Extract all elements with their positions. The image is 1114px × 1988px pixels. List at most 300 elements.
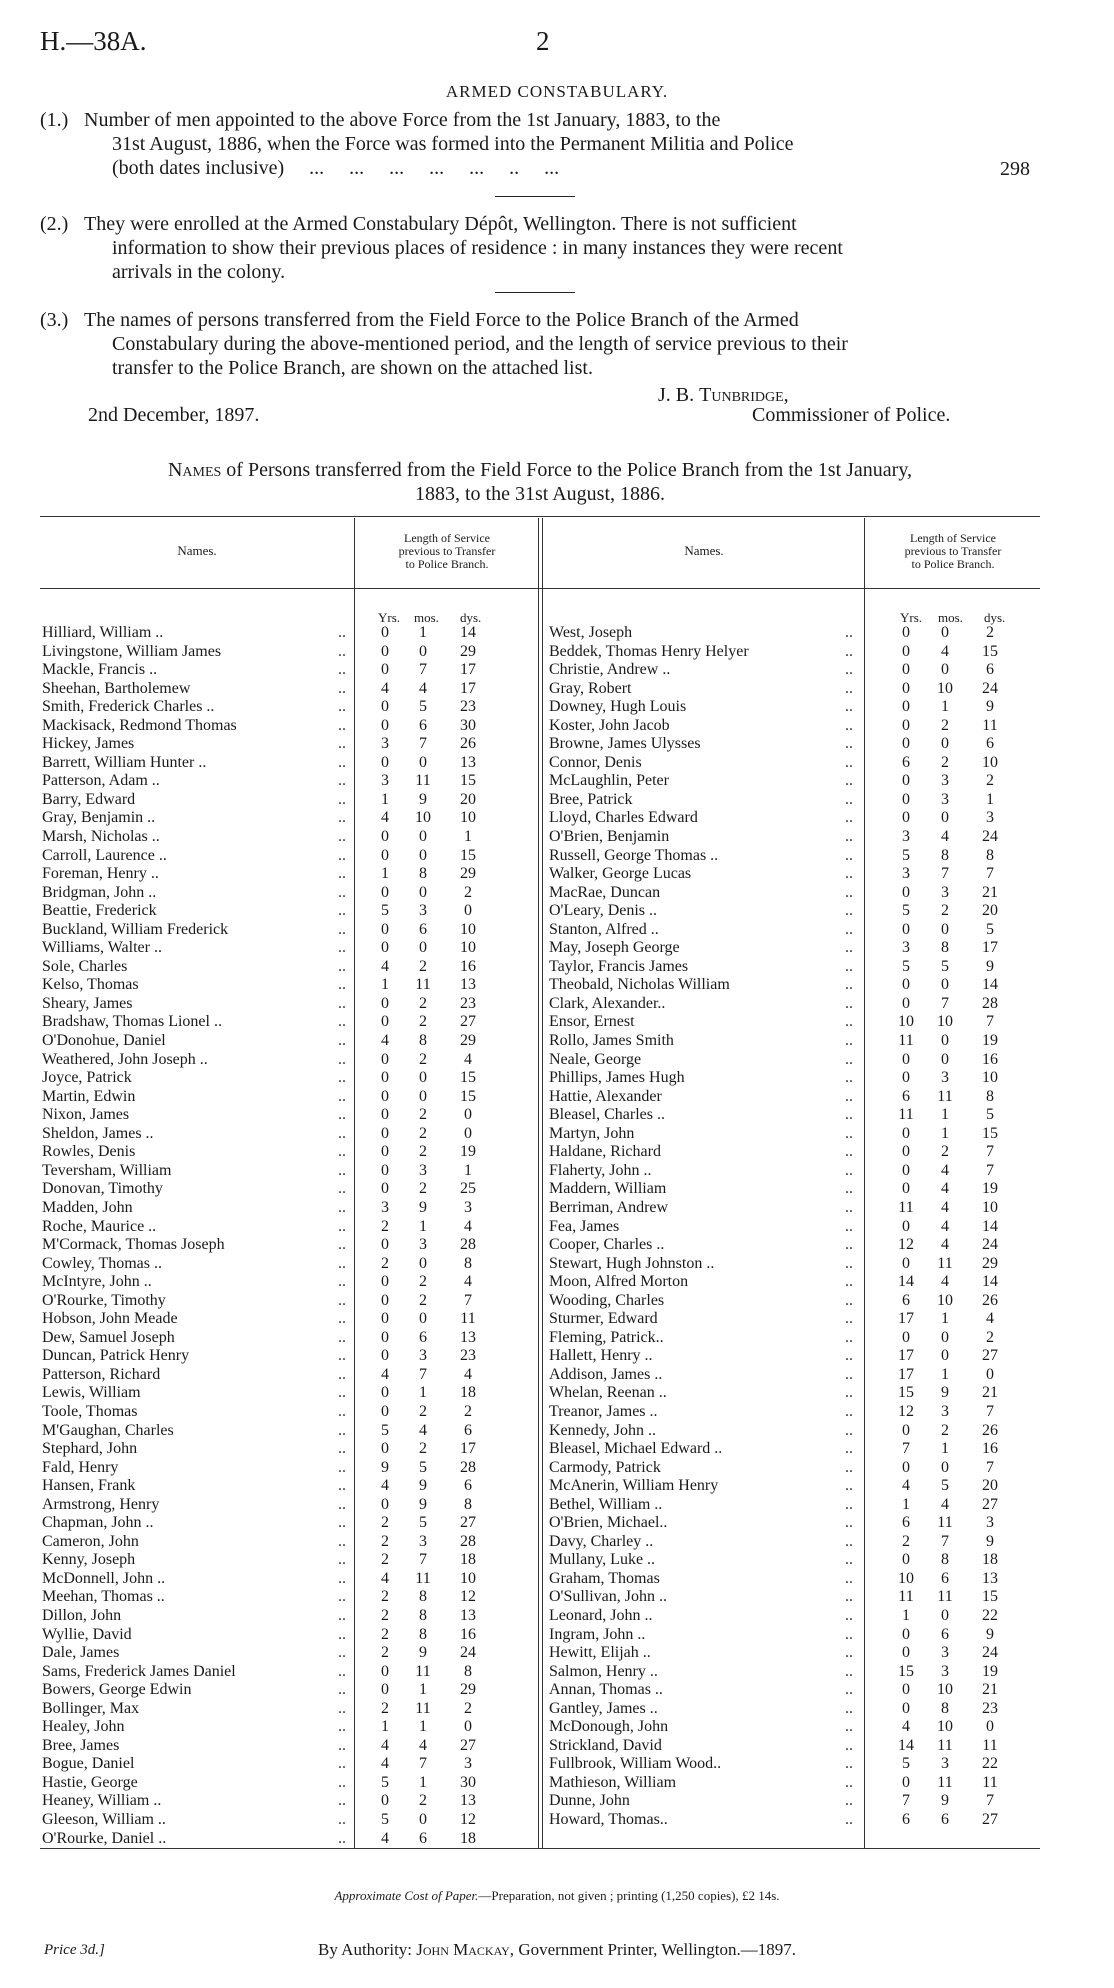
person-name: M'Gaughan, Charles bbox=[42, 1421, 174, 1439]
service-years: 0 bbox=[902, 809, 910, 827]
service-years: 0 bbox=[902, 1050, 910, 1068]
table-row bbox=[549, 976, 1039, 995]
service-years: 6 bbox=[902, 753, 910, 771]
leader-dots: .. bbox=[845, 1440, 853, 1458]
table-row bbox=[549, 1570, 1039, 1589]
person-name: Phillips, James Hugh bbox=[549, 1069, 685, 1087]
service-days: 18 bbox=[460, 1551, 476, 1569]
authority-rest: Government Printer, Wellington.—1897. bbox=[514, 1940, 796, 1959]
service-days: 19 bbox=[982, 1032, 998, 1050]
service-days: 6 bbox=[986, 661, 994, 679]
service-days: 6 bbox=[986, 735, 994, 753]
service-years: 12 bbox=[898, 1236, 914, 1254]
person-name: Livingstone, William James bbox=[42, 642, 222, 660]
leader-dots: .. bbox=[338, 716, 346, 734]
service-days: 13 bbox=[460, 1606, 476, 1624]
leader-dots: .. bbox=[845, 1606, 853, 1624]
service-years: 0 bbox=[902, 976, 910, 994]
table-row bbox=[42, 1366, 536, 1385]
person-name: Kelso, Thomas bbox=[42, 976, 139, 994]
service-days: 7 bbox=[986, 1458, 994, 1476]
service-years: 0 bbox=[381, 920, 389, 938]
person-name: Carmody, Patrick bbox=[549, 1458, 661, 1476]
leader-dots: .. bbox=[338, 1811, 346, 1828]
service-years: 0 bbox=[381, 624, 389, 641]
table-row bbox=[549, 1737, 1039, 1756]
person-name: Taylor, Francis James bbox=[549, 957, 689, 975]
service-days: 0 bbox=[986, 1718, 994, 1736]
service-years: 0 bbox=[902, 1551, 910, 1569]
leader-dots: .. bbox=[845, 1477, 853, 1495]
header-service-left-l3: to Police Branch. bbox=[405, 557, 489, 571]
service-months: 10 bbox=[415, 809, 431, 827]
person-name: Healey, John bbox=[42, 1718, 125, 1736]
service-days: 26 bbox=[460, 735, 476, 753]
table-row bbox=[549, 865, 1039, 884]
service-months: 5 bbox=[419, 1514, 427, 1532]
service-years: 10 bbox=[898, 1013, 914, 1031]
document-title: ARMED CONSTABULARY. bbox=[445, 82, 669, 101]
table-row bbox=[42, 1180, 536, 1199]
person-name: Foreman, Henry .. bbox=[42, 865, 159, 883]
table-row bbox=[42, 809, 536, 828]
leader-dots: .. bbox=[338, 1328, 346, 1346]
paragraph-1-line-3: (both dates inclusive) ... ... ... ... ... .. ... bbox=[112, 157, 560, 179]
leader-dots: .. bbox=[338, 865, 346, 883]
service-months: 2 bbox=[941, 902, 949, 920]
leader-dots: .. bbox=[338, 1551, 346, 1569]
service-months: 11 bbox=[415, 1569, 431, 1587]
leader-dots: .. bbox=[845, 1291, 853, 1309]
service-days: 23 bbox=[460, 698, 476, 716]
service-months: 4 bbox=[941, 1217, 949, 1235]
person-name: Christie, Andrew .. bbox=[549, 661, 671, 679]
person-name: O'Brien, Michael.. bbox=[549, 1514, 668, 1532]
service-days: 15 bbox=[982, 1588, 998, 1606]
service-years: 2 bbox=[381, 1254, 389, 1272]
person-name: Lewis, William bbox=[42, 1384, 141, 1402]
service-days: 9 bbox=[986, 1625, 994, 1643]
table-row bbox=[42, 1403, 536, 1422]
leader-dots: .. bbox=[338, 994, 346, 1012]
left-column-rows bbox=[42, 624, 536, 1848]
service-months: 9 bbox=[941, 1384, 949, 1402]
table-row bbox=[549, 958, 1039, 977]
service-days: 20 bbox=[982, 902, 998, 920]
table-title bbox=[40, 458, 1040, 506]
table-row bbox=[42, 1496, 536, 1515]
leader-dots: .. bbox=[845, 883, 853, 901]
leader-dots: .. bbox=[338, 1161, 346, 1179]
paragraph-3-line-3: transfer to the Police Branch, are shown on the attached list. bbox=[112, 357, 593, 379]
service-days: 27 bbox=[982, 1347, 998, 1365]
service-months: 0 bbox=[941, 1032, 949, 1050]
table-row bbox=[42, 680, 536, 699]
service-years: 3 bbox=[902, 939, 910, 957]
leader-dots: .. bbox=[338, 1477, 346, 1495]
service-years: 1 bbox=[381, 790, 389, 808]
table-row bbox=[42, 1069, 536, 1088]
service-days: 7 bbox=[986, 865, 994, 883]
table-row bbox=[42, 1588, 536, 1607]
service-years: 0 bbox=[902, 1180, 910, 1198]
service-months: 2 bbox=[941, 1421, 949, 1439]
table-row bbox=[42, 865, 536, 884]
leader-dots: .. bbox=[845, 939, 853, 957]
table-row bbox=[42, 976, 536, 995]
service-years: 2 bbox=[381, 1644, 389, 1662]
leader-dots: .. bbox=[338, 1310, 346, 1328]
table-row bbox=[42, 1292, 536, 1311]
table-row bbox=[549, 995, 1039, 1014]
leader-dots: .. bbox=[338, 1032, 346, 1050]
leader-dots: .. bbox=[845, 624, 853, 641]
leader-dots: .. bbox=[338, 753, 346, 771]
service-months: 3 bbox=[419, 1347, 427, 1365]
table-row bbox=[42, 1737, 536, 1756]
service-months: 8 bbox=[419, 1588, 427, 1606]
table-row bbox=[549, 939, 1039, 958]
person-name: Wyllie, David bbox=[42, 1625, 132, 1643]
service-months: 3 bbox=[419, 902, 427, 920]
service-years: 0 bbox=[381, 1681, 389, 1699]
leader-dots: .. bbox=[845, 1699, 853, 1717]
service-months: 3 bbox=[419, 1532, 427, 1550]
service-months: 1 bbox=[419, 624, 427, 641]
service-months: 2 bbox=[419, 994, 427, 1012]
service-days: 7 bbox=[986, 1143, 994, 1161]
service-months: 9 bbox=[419, 1495, 427, 1513]
person-name: Bleasel, Charles .. bbox=[549, 1106, 665, 1124]
leader-dots: .. bbox=[845, 994, 853, 1012]
person-name: Bollinger, Max bbox=[42, 1699, 140, 1717]
service-years: 0 bbox=[902, 790, 910, 808]
table-row bbox=[42, 717, 536, 736]
person-name: Sole, Charles bbox=[42, 957, 128, 975]
unit-mos-right: mos. bbox=[938, 610, 963, 625]
service-days: 27 bbox=[460, 1514, 476, 1532]
service-years: 0 bbox=[902, 883, 910, 901]
service-years: 0 bbox=[381, 1662, 389, 1680]
service-months: 1 bbox=[941, 1310, 949, 1328]
person-name: M'Cormack, Thomas Joseph bbox=[42, 1236, 225, 1254]
service-days: 29 bbox=[460, 642, 476, 660]
service-years: 0 bbox=[381, 698, 389, 716]
leader-dots: .. bbox=[845, 865, 853, 883]
table-row bbox=[549, 1644, 1039, 1663]
service-days: 8 bbox=[986, 1087, 994, 1105]
service-days: 13 bbox=[982, 1569, 998, 1587]
person-name: Gray, Robert bbox=[549, 679, 632, 697]
service-days: 12 bbox=[460, 1588, 476, 1606]
person-name: Koster, John Jacob bbox=[549, 716, 670, 734]
service-years: 0 bbox=[381, 753, 389, 771]
service-years: 12 bbox=[898, 1402, 914, 1420]
service-years: 0 bbox=[381, 1291, 389, 1309]
table-row bbox=[42, 939, 536, 958]
service-days: 21 bbox=[982, 1384, 998, 1402]
service-days: 3 bbox=[986, 1514, 994, 1532]
service-days: 19 bbox=[982, 1662, 998, 1680]
table-row bbox=[549, 1125, 1039, 1144]
service-years: 2 bbox=[381, 1514, 389, 1532]
leader-dots: .. bbox=[845, 698, 853, 716]
service-years: 4 bbox=[381, 1365, 389, 1383]
service-months: 3 bbox=[941, 772, 949, 790]
person-name: Hobson, John Meade bbox=[42, 1310, 178, 1328]
service-months: 10 bbox=[937, 679, 953, 697]
leader-dots: .. bbox=[338, 1606, 346, 1624]
service-months: 0 bbox=[419, 1254, 427, 1272]
leader-dots: .. bbox=[845, 809, 853, 827]
person-name: Hallett, Henry .. bbox=[549, 1347, 653, 1365]
service-months: 5 bbox=[941, 957, 949, 975]
leader-dots: .. bbox=[338, 1514, 346, 1532]
leader-dots: .. bbox=[845, 1087, 853, 1105]
paragraph-3-line-2: Constabulary during the above-mentioned period, and the length of service previous to their bbox=[112, 333, 848, 355]
service-years: 3 bbox=[381, 772, 389, 790]
service-months: 11 bbox=[937, 1514, 953, 1532]
service-days: 15 bbox=[460, 1087, 476, 1105]
header-names-left: Names. bbox=[177, 543, 217, 558]
service-days: 2 bbox=[986, 772, 994, 790]
person-name: Duncan, Patrick Henry bbox=[42, 1347, 190, 1365]
service-years: 0 bbox=[381, 1310, 389, 1328]
service-months: 11 bbox=[937, 1254, 953, 1272]
service-months: 2 bbox=[419, 1106, 427, 1124]
service-years: 0 bbox=[381, 1124, 389, 1142]
table-row bbox=[549, 1143, 1039, 1162]
leader-dots: .. bbox=[845, 1421, 853, 1439]
person-name: Addison, James .. bbox=[549, 1365, 663, 1383]
paragraph-2 bbox=[40, 212, 1040, 284]
leader-dots: .. bbox=[845, 679, 853, 697]
service-years: 5 bbox=[902, 1755, 910, 1773]
leader-dots: .. bbox=[845, 1792, 853, 1810]
service-days: 13 bbox=[460, 1792, 476, 1810]
service-days: 28 bbox=[460, 1458, 476, 1476]
table-row bbox=[42, 828, 536, 847]
service-years: 0 bbox=[902, 994, 910, 1012]
table-row bbox=[42, 1570, 536, 1589]
service-months: 1 bbox=[941, 1106, 949, 1124]
service-years: 7 bbox=[902, 1440, 910, 1458]
divider-2 bbox=[495, 292, 575, 293]
table-row bbox=[42, 1051, 536, 1070]
service-days: 17 bbox=[460, 661, 476, 679]
service-months: 2 bbox=[941, 1143, 949, 1161]
person-name: McIntyre, John .. bbox=[42, 1273, 152, 1291]
person-name: Haldane, Richard bbox=[549, 1143, 661, 1161]
table-row bbox=[549, 1106, 1039, 1125]
service-years: 2 bbox=[381, 1532, 389, 1550]
person-name: Sheehan, Bartholemew bbox=[42, 679, 191, 697]
service-months: 8 bbox=[419, 1032, 427, 1050]
table-row bbox=[42, 1792, 536, 1811]
person-name: Martin, Edwin bbox=[42, 1087, 136, 1105]
person-name: Patterson, Richard bbox=[42, 1365, 161, 1383]
service-years: 11 bbox=[898, 1106, 914, 1124]
leader-dots: .. bbox=[845, 1569, 853, 1587]
service-days: 18 bbox=[460, 1829, 476, 1847]
service-months: 0 bbox=[419, 1811, 427, 1828]
leader-dots: .. bbox=[845, 846, 853, 864]
service-days: 25 bbox=[460, 1180, 476, 1198]
leader-dots: .. bbox=[338, 1180, 346, 1198]
leader-dots: .. bbox=[845, 772, 853, 790]
leader-dots: .. bbox=[338, 1273, 346, 1291]
service-years: 5 bbox=[902, 902, 910, 920]
service-months: 6 bbox=[419, 1829, 427, 1847]
service-months: 2 bbox=[419, 1792, 427, 1810]
leader-dots: .. bbox=[338, 1347, 346, 1365]
table-row bbox=[549, 902, 1039, 921]
service-days: 4 bbox=[986, 1310, 994, 1328]
leader-dots: .. bbox=[845, 976, 853, 994]
leader-dots: .. bbox=[338, 939, 346, 957]
service-years: 2 bbox=[381, 1217, 389, 1235]
table-row bbox=[42, 1273, 536, 1292]
person-name: May, Joseph George bbox=[549, 939, 680, 957]
leader-dots: .. bbox=[845, 661, 853, 679]
service-years: 0 bbox=[381, 994, 389, 1012]
service-months: 8 bbox=[941, 1699, 949, 1717]
service-days: 10 bbox=[460, 920, 476, 938]
person-name: Patterson, Adam .. bbox=[42, 772, 160, 790]
service-days: 3 bbox=[464, 1755, 472, 1773]
service-years: 0 bbox=[381, 1143, 389, 1161]
leader-dots: .. bbox=[338, 1013, 346, 1031]
service-days: 2 bbox=[464, 1402, 472, 1420]
service-months: 10 bbox=[937, 1013, 953, 1031]
service-years: 3 bbox=[902, 828, 910, 846]
service-days: 22 bbox=[982, 1755, 998, 1773]
service-days: 3 bbox=[464, 1198, 472, 1216]
service-days: 23 bbox=[460, 1347, 476, 1365]
person-name: Hilliard, William .. bbox=[42, 624, 164, 641]
person-name: Bree, James bbox=[42, 1736, 120, 1754]
service-days: 20 bbox=[460, 790, 476, 808]
person-name: Fleming, Patrick.. bbox=[549, 1328, 664, 1346]
person-name: Roche, Maurice .. bbox=[42, 1217, 157, 1235]
service-years: 0 bbox=[902, 624, 910, 641]
service-months: 5 bbox=[419, 1458, 427, 1476]
service-days: 10 bbox=[982, 753, 998, 771]
paragraph-1-line-2: 31st August, 1886, when the Force was formed into the Permanent Militia and Police bbox=[112, 133, 794, 155]
service-days: 1 bbox=[464, 828, 472, 846]
service-days: 1 bbox=[464, 1161, 472, 1179]
service-years: 6 bbox=[902, 1087, 910, 1105]
person-name: McDonnell, John .. bbox=[42, 1569, 166, 1587]
table-row bbox=[42, 884, 536, 903]
service-months: 0 bbox=[941, 735, 949, 753]
service-years: 5 bbox=[902, 846, 910, 864]
total-men-appointed: 298 bbox=[1000, 158, 1030, 180]
service-months: 2 bbox=[419, 1273, 427, 1291]
service-years: 0 bbox=[381, 1069, 389, 1087]
service-days: 7 bbox=[986, 1013, 994, 1031]
service-months: 7 bbox=[419, 1365, 427, 1383]
leader-dots: .. bbox=[845, 1514, 853, 1532]
person-name: Cooper, Charles .. bbox=[549, 1236, 665, 1254]
leader-dots: .. bbox=[338, 772, 346, 790]
table-row bbox=[549, 1551, 1039, 1570]
service-days: 28 bbox=[460, 1236, 476, 1254]
table-title-line-1: of Persons transferred from the Field Force to the Police Branch from the 1st January, bbox=[221, 459, 913, 481]
paragraph-2-line-1: They were enrolled at the Armed Constabulary Dépôt, Wellington. There is not sufficient bbox=[84, 213, 797, 235]
service-days: 15 bbox=[460, 1069, 476, 1087]
leader-dots: .. bbox=[845, 642, 853, 660]
service-days: 26 bbox=[982, 1421, 998, 1439]
leader-dots: .. bbox=[338, 1106, 346, 1124]
table-row bbox=[549, 828, 1039, 847]
service-days: 21 bbox=[982, 883, 998, 901]
table-row bbox=[549, 809, 1039, 828]
service-years: 0 bbox=[902, 1124, 910, 1142]
service-years: 0 bbox=[902, 1421, 910, 1439]
service-months: 2 bbox=[419, 1402, 427, 1420]
leader-dots: .. bbox=[338, 1365, 346, 1383]
service-years: 1 bbox=[381, 1718, 389, 1736]
leader-dots: .. bbox=[338, 1569, 346, 1587]
service-years: 15 bbox=[898, 1662, 914, 1680]
person-name: Moon, Alfred Morton bbox=[549, 1273, 689, 1291]
table-row bbox=[549, 1236, 1039, 1255]
person-name: Bree, Patrick bbox=[549, 790, 633, 808]
service-months: 3 bbox=[941, 1644, 949, 1662]
person-name: O'Leary, Denis .. bbox=[549, 902, 658, 920]
service-months: 2 bbox=[419, 1180, 427, 1198]
service-months: 3 bbox=[941, 1755, 949, 1773]
service-years: 9 bbox=[381, 1458, 389, 1476]
service-months: 7 bbox=[941, 994, 949, 1012]
service-months: 2 bbox=[419, 1291, 427, 1309]
service-months: 11 bbox=[415, 1699, 431, 1717]
person-name: Kennedy, John .. bbox=[549, 1421, 656, 1439]
service-months: 10 bbox=[937, 1718, 953, 1736]
service-months: 2 bbox=[419, 1124, 427, 1142]
table-row bbox=[549, 735, 1039, 754]
table-row bbox=[549, 698, 1039, 717]
service-years: 5 bbox=[381, 902, 389, 920]
service-years: 17 bbox=[898, 1310, 914, 1328]
service-months: 0 bbox=[941, 1347, 949, 1365]
person-name: Bethel, William .. bbox=[549, 1495, 663, 1513]
table-row bbox=[549, 1792, 1039, 1811]
table-row bbox=[549, 1459, 1039, 1478]
table-row bbox=[42, 1811, 536, 1830]
service-months: 8 bbox=[419, 1625, 427, 1643]
leader-dots: .. bbox=[845, 1588, 853, 1606]
service-years: 0 bbox=[381, 883, 389, 901]
service-years: 0 bbox=[902, 1217, 910, 1235]
service-days: 2 bbox=[986, 1328, 994, 1346]
person-name: Connor, Denis bbox=[549, 753, 642, 771]
table-row bbox=[42, 1162, 536, 1181]
service-months: 0 bbox=[941, 1050, 949, 1068]
table-row bbox=[549, 1199, 1039, 1218]
person-name: Toole, Thomas bbox=[42, 1402, 138, 1420]
service-days: 17 bbox=[460, 1440, 476, 1458]
service-days: 18 bbox=[460, 1384, 476, 1402]
person-name: Heaney, William .. bbox=[42, 1792, 162, 1810]
unit-mos-left: mos. bbox=[414, 610, 439, 625]
header-service-left-l1: Length of Service bbox=[404, 531, 490, 545]
service-years: 0 bbox=[381, 1273, 389, 1291]
leader-dots: .. bbox=[845, 1106, 853, 1124]
service-months: 4 bbox=[941, 1180, 949, 1198]
person-name: Ingram, John .. bbox=[549, 1625, 646, 1643]
